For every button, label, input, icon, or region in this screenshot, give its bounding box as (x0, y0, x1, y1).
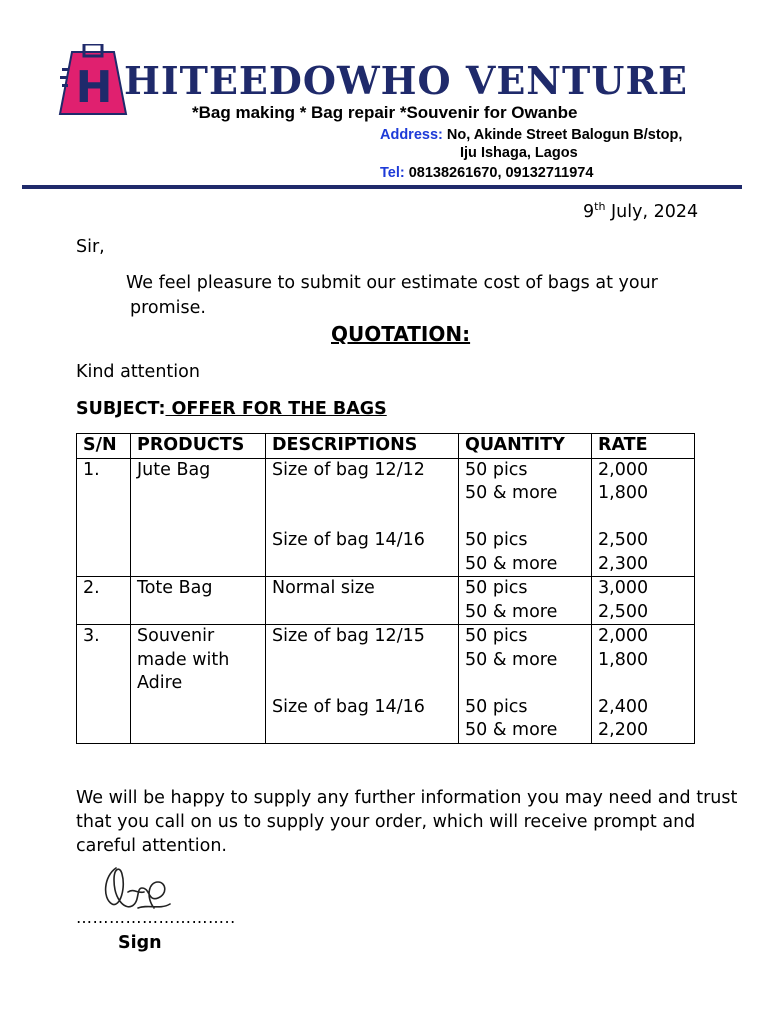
closing-line-3: careful attention. (76, 836, 227, 856)
table-row (77, 458, 695, 577)
product-cell (131, 625, 266, 744)
description-text: Size of bag 14/16 (272, 530, 425, 550)
signature-line: ……………………….. (76, 908, 236, 927)
rate-text: 2,400 (598, 696, 649, 717)
address-label: Address: (380, 127, 443, 143)
quantity-text: 50 pics (465, 578, 528, 598)
telephone-line (380, 165, 593, 181)
company-logo (58, 44, 128, 116)
rate-cell (592, 458, 695, 577)
description-text: Normal size (272, 578, 375, 598)
address-line-1 (380, 127, 682, 143)
tel-label: Tel: (380, 165, 405, 181)
rate-text: 1,800 (598, 649, 649, 670)
column-header: S/N (77, 434, 131, 459)
subject-label: SUBJECT: (76, 399, 166, 419)
rate-text: 1,800 (598, 483, 649, 503)
quantity-text: 50 & more (465, 483, 558, 503)
quantity-cell (459, 577, 592, 625)
sn-cell: 1. (77, 458, 131, 577)
quotation-title: QUOTATION: (331, 322, 471, 346)
attention-line: Kind attention (76, 362, 200, 382)
subject-line (76, 399, 387, 419)
sign-label: Sign (118, 933, 162, 953)
rate-text: 2,300 (598, 553, 649, 574)
quantity-cell (459, 625, 592, 744)
rate-text: 2,000 (598, 626, 649, 646)
quantity-text: 50 pics (465, 459, 528, 480)
tel-value: 08138261670, 09132711974 (408, 165, 594, 181)
company-tagline: *Bag making * Bag repair *Souvenir for Owanbe (192, 103, 578, 122)
product-cell (131, 577, 266, 625)
column-header: RATE (592, 434, 695, 459)
quantity-text: 50 pics (465, 530, 528, 550)
product-name: Jute Bag (137, 459, 211, 480)
company-name: HITEEDOWHO VENTURE (124, 58, 688, 103)
quantity-text: 50 & more (465, 553, 558, 574)
quotation-table (76, 433, 695, 744)
closing-line-2: that you call on us to supply your order, which will receive prompt and (76, 812, 696, 832)
quantity-text: 50 & more (465, 601, 558, 622)
description-text: Size of bag 12/15 (272, 626, 425, 646)
intro-line-1: We feel pleasure to submit our estimate cost of bags at your (126, 273, 658, 293)
quantity-text: 50 & more (465, 649, 558, 670)
product-name: made with (137, 649, 230, 670)
description-text: Size of bag 14/16 (272, 696, 425, 717)
letter-date (583, 200, 698, 222)
rate-text: 3,000 (598, 578, 649, 598)
logo-letter: H (75, 62, 113, 113)
rate-text: 2,500 (598, 601, 649, 622)
sn-cell: 2. (77, 577, 131, 625)
description-cell (266, 625, 459, 744)
product-cell (131, 458, 266, 577)
description-cell (266, 458, 459, 577)
description-text: Size of bag 12/12 (272, 459, 425, 480)
closing-line-1: We will be happy to supply any further information you may need and trust (76, 788, 738, 808)
quantity-text: 50 & more (465, 720, 558, 740)
description-cell (266, 577, 459, 625)
subject-value: OFFER FOR THE BAGS (165, 399, 387, 419)
quantity-text: 50 pics (465, 626, 528, 646)
table-row (77, 625, 695, 744)
product-name: Tote Bag (137, 578, 213, 598)
rate-text: 2,200 (598, 720, 649, 740)
rate-text: 2,000 (598, 459, 649, 480)
quantity-cell (459, 458, 592, 577)
salutation: Sir, (76, 237, 105, 257)
table-header-row (77, 434, 695, 459)
address-value: No, Akinde Street Balogun B/stop, (446, 127, 683, 143)
header-divider (22, 185, 742, 189)
product-name: Souvenir (137, 626, 215, 646)
date-day: 9 (583, 201, 595, 222)
product-name: Adire (137, 673, 183, 693)
column-header: DESCRIPTIONS (266, 434, 459, 459)
rate-cell (592, 577, 695, 625)
date-suffix: th (594, 200, 606, 213)
quantity-text: 50 pics (465, 696, 528, 717)
date-rest: July, 2024 (605, 201, 699, 222)
intro-line-2: promise. (130, 298, 206, 318)
address-line-2: Iju Ishaga, Lagos (460, 145, 578, 161)
sn-cell: 3. (77, 625, 131, 744)
column-header: QUANTITY (459, 434, 592, 459)
rate-text: 2,500 (598, 530, 649, 550)
column-header: PRODUCTS (131, 434, 266, 459)
table-row (77, 577, 695, 625)
rate-cell (592, 625, 695, 744)
